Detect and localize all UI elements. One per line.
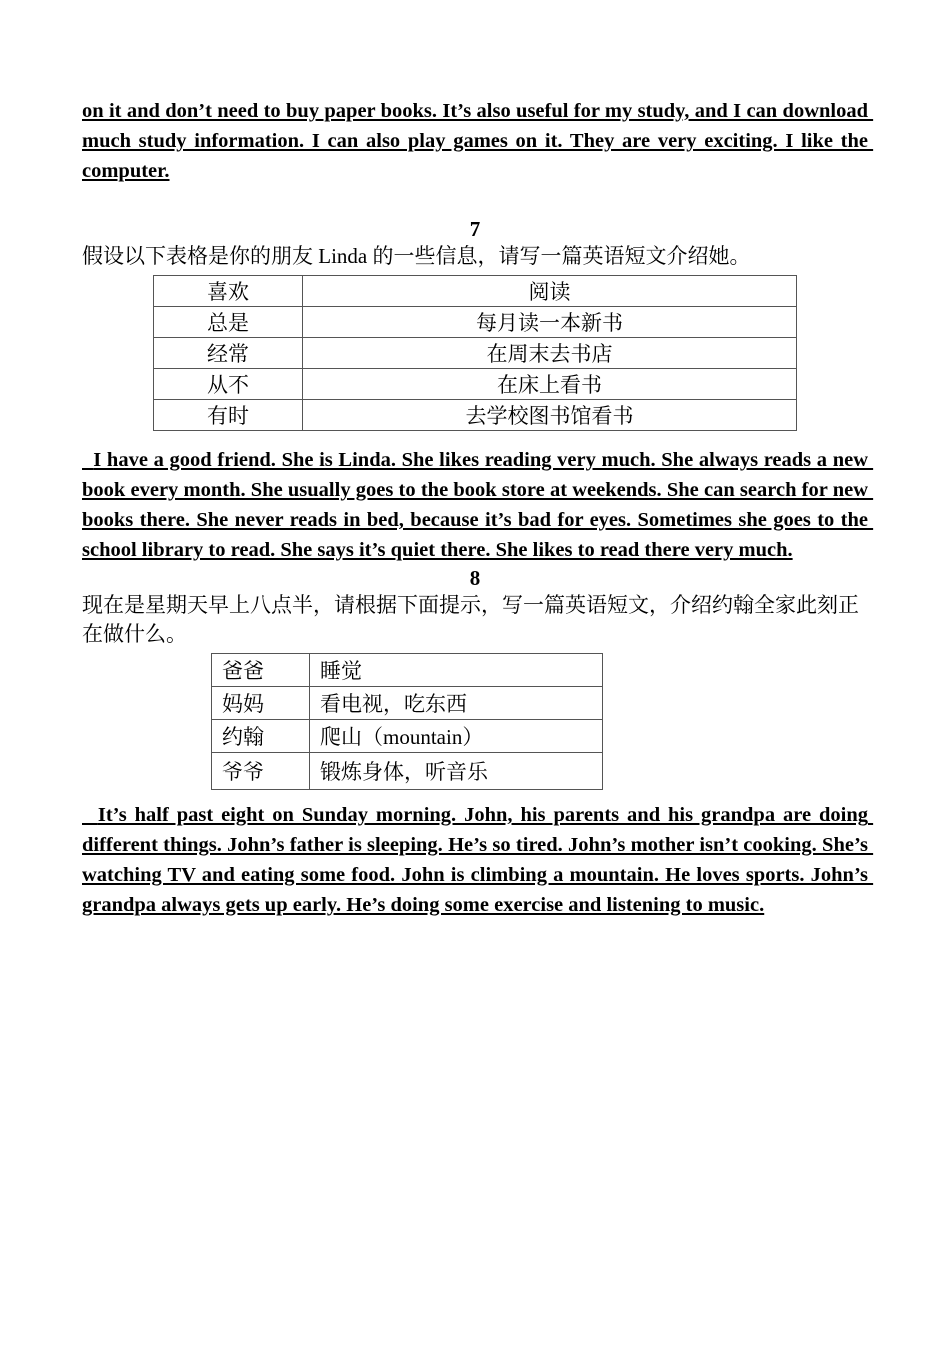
section7-answer: I have a good friend. She is Linda. She likes reading very much. She always reads a new book every month. She usually goes to the book store at weekends. She can search for new books there. She never reads in bed, because it’s bad for eyes. Sometimes she goes to the school library to read. She says it’s quiet there. She likes to read there very much. — [82, 449, 874, 561]
table-row — [154, 369, 797, 400]
table-cell: 在周末去书店 — [303, 338, 797, 369]
table-cell: 喜欢 — [154, 276, 303, 307]
table-cell: 经常 — [154, 338, 303, 369]
section7-number: 7 — [469, 217, 481, 241]
table-row — [154, 276, 797, 307]
table-row — [154, 400, 797, 431]
section7-table — [153, 275, 797, 431]
section7-prompt: 假设以下表格是你的朋友 Linda 的一些信息，请写一篇英语短文介绍她。 — [82, 244, 751, 268]
table-cell: 锻炼身体，听音乐 — [310, 753, 603, 790]
table-cell: 爸爸 — [212, 654, 310, 687]
table-cell: 约翰 — [212, 720, 310, 753]
table-cell: 爷爷 — [212, 753, 310, 790]
section8-answer: It’s half past eight on Sunday morning. John, his parents and his grandpa are doing different things. John’s father is sleeping. He’s so tired. John’s mother isn’t cooking. She’s watching TV and eating some food. John is climbing a mountain. He loves sports. John’s grandpa always gets up early. He’s doing some exercise and listening to music. — [82, 804, 874, 916]
section6-answer-tail: on it and don’t need to buy paper books. It’s also useful for my study, and I can download much study information. I can also play games on it. They are very exciting. I like the computer. — [82, 100, 874, 182]
table-row — [154, 307, 797, 338]
table-row — [212, 720, 603, 753]
table-cell: 每月读一本新书 — [303, 307, 797, 338]
document-page — [82, 96, 874, 920]
table-cell: 总是 — [154, 307, 303, 338]
table-cell: 爬山（mountain） — [310, 720, 603, 753]
table-cell: 睡觉 — [310, 654, 603, 687]
section8-number: 8 — [469, 566, 481, 590]
section8-table — [211, 653, 603, 790]
table-cell: 从不 — [154, 369, 303, 400]
table-cell: 去学校图书馆看书 — [303, 400, 797, 431]
table-row — [212, 654, 603, 687]
table-cell: 有时 — [154, 400, 303, 431]
table-row — [212, 687, 603, 720]
table-cell: 在床上看书 — [303, 369, 797, 400]
table-cell: 妈妈 — [212, 687, 310, 720]
table-row — [154, 338, 797, 369]
table-cell: 阅读 — [303, 276, 797, 307]
table-cell: 看电视，吃东西 — [310, 687, 603, 720]
table-row — [212, 753, 603, 790]
section8-prompt: 现在是星期天早上八点半，请根据下面提示，写一篇英语短文，介绍约翰全家此刻正在做什么。 — [82, 593, 859, 646]
